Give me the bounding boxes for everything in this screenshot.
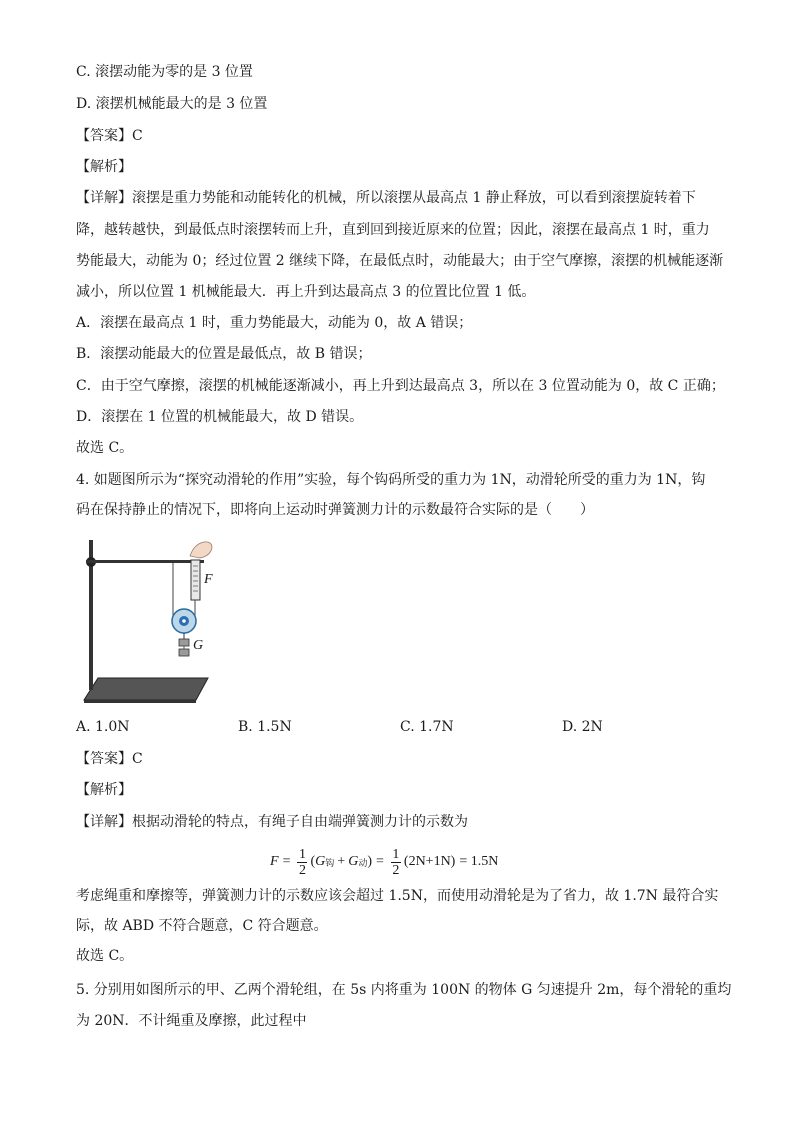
formula-paren-value: (2N+1N) [403, 854, 456, 869]
q3-detail-line: C．由于空气摩擦，滚摆的机械能逐渐减小，再上升到达最高点 3，所以在 3 位置动能为 0，故 C 正确； [76, 378, 725, 394]
q4-option-a: A. 1.0N [76, 719, 130, 735]
q3-detail-line: A．滚摆在最高点 1 时，重力势能最大，动能为 0，故 A 错误； [76, 315, 473, 331]
q3-detail-line: B．滚摆动能最大的位置是最低点，故 B 错误； [76, 346, 372, 362]
q3-detail-line: D．滚摆在 1 位置的机械能最大，故 D 错误。 [76, 409, 364, 425]
figure-label-weight: G [193, 638, 204, 653]
q3-option-d: D. 滚摆机械能最大的是 3 位置 [76, 96, 268, 112]
formula-fraction-2: $\frac{1}{2}$ [392, 846, 400, 878]
formula-lhs: F [270, 854, 279, 869]
q4-analysis-label: 【解析】 [76, 782, 132, 798]
formula-result: = 1.5N [459, 854, 499, 869]
q3-answer: 【答案】C [76, 128, 143, 144]
pulley-apparatus-icon [76, 538, 216, 703]
q4-conclusion: 故选 C。 [76, 948, 134, 964]
q3-detail-line: 【详解】滚摆是重力势能和动能转化的机械，所以滚摆从最高点 1 静止释放，可以看到滚摆旋转着下 [76, 190, 696, 206]
q5-stem-line: 为 20N．不计绳重及摩擦，此过程中 [76, 1013, 307, 1029]
formula-sub2: 动 [358, 857, 368, 868]
fraction-denominator: 2 [298, 862, 306, 878]
q4-stem-line: 码在保持静止的情况下，即将向上运动时弹簧测力计的示数最符合实际的是（ ） [76, 502, 594, 518]
formula-sub1: 钩 [325, 857, 335, 868]
formula-g1: G [315, 854, 326, 869]
formula-eq: = [282, 854, 291, 869]
q3-conclusion: 故选 C。 [76, 440, 134, 456]
q4-option-c: C. 1.7N [400, 719, 454, 735]
q4-answer: 【答案】C [76, 751, 143, 767]
figure-label-force: F [204, 572, 213, 587]
q4-formula: F = $\frac{1}{2}$ ( G 钩 + G 动 ) = $\frac{1}{2}$ (2N+1N) = 1.5N [270, 846, 499, 878]
q4-options [76, 717, 726, 737]
formula-mid: = [376, 854, 384, 869]
q3-detail-line: 降，越转越快，到最低点时滚摆转而上升，直到回到接近原来的位置；因此，滚摆在最高点 1 时，重力 [76, 222, 710, 238]
pulley-experiment-figure [76, 538, 216, 703]
formula-plus: + [337, 854, 346, 869]
q4-option-d: D. 2N [562, 719, 603, 735]
formula-g2: G [348, 854, 359, 869]
q3-option-c: C. 滚摆动能为零的是 3 位置 [76, 64, 253, 80]
q4-option-b: B. 1.5N [238, 719, 292, 735]
q3-analysis-label: 【解析】 [76, 159, 132, 175]
q4-detail-intro: 【详解】根据动滑轮的特点，有绳子自由端弹簧测力计的示数为 [76, 814, 468, 830]
q4-after-line: 考虑绳重和摩擦等，弹簧测力计的示数应该会超过 1.5N，而使用动滑轮是为了省力，故 1.7N 最符合实 [76, 888, 719, 904]
q4-after-line: 际，故 ABD 不符合题意，C 符合题意。 [76, 918, 328, 934]
q5-stem-line: 5. 分别用如图所示的甲、乙两个滑轮组，在 5s 内将重为 100N 的物体 G 匀速提升 2m，每个滑轮的重均 [76, 982, 732, 998]
q3-detail-line: 减小，所以位置 1 机械能最大．再上升到达最高点 3 的位置比位置 1 低。 [76, 284, 536, 300]
fraction-numerator: 1 [298, 846, 306, 862]
formula-fraction [297, 847, 307, 878]
q3-detail-line: 势能最大，动能为 0；经过位置 2 继续下降，在最低点时，动能最大；由于空气摩擦，滚摆的机械能逐渐 [76, 253, 724, 269]
q4-stem-line: 4. 如题图所示为“探究动滑轮的作用”实验，每个钩码所受的重力为 1N，动滑轮所受的重力为 1N，钩 [76, 472, 706, 488]
